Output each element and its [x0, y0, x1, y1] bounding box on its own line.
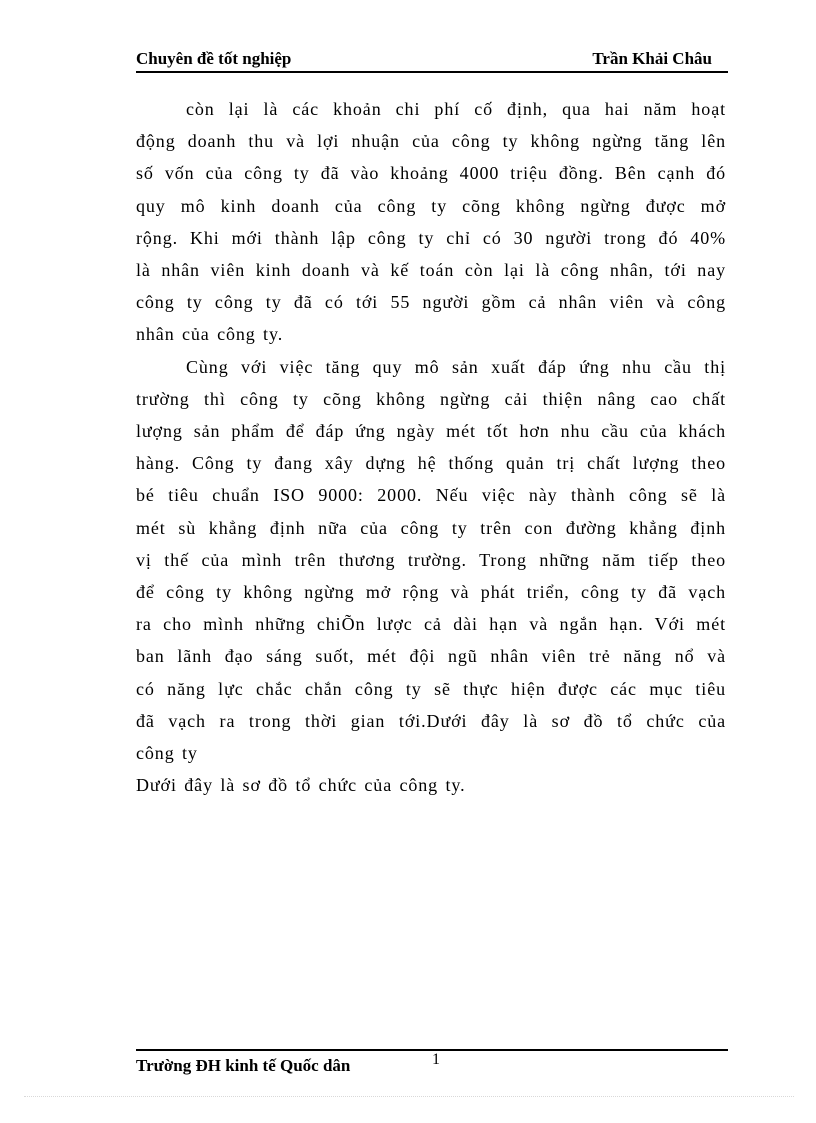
paragraph-line: ban lãnh đạo sáng suốt, mét đội ngũ nhân viên trẻ năng nổ và	[136, 646, 726, 667]
header-title: Chuyên đề tốt nghiệp	[136, 49, 292, 68]
paragraph-line: công ty	[136, 743, 198, 764]
paragraph-line: quy mô kinh doanh của công ty cõng không ngừng được mở	[136, 195, 726, 216]
paragraph-line: là nhân viên kinh doanh và kế toán còn lại là công nhân, tới nay	[136, 260, 726, 281]
paragraph-line: hàng. Công ty đang xây dựng hệ thống quản trị chất lượng theo	[136, 453, 726, 474]
paragraph-line: bé tiêu chuẩn ISO 9000: 2000. Nếu việc này thành công sẽ là	[136, 485, 726, 506]
paragraph-1	[136, 93, 726, 351]
paragraph-line: động doanh thu và lợi nhuận của công ty không ngừng tăng lên	[136, 131, 726, 152]
paragraph-line: để công ty không ngừng mở rộng và phát triển, công ty đã vạch	[136, 582, 726, 603]
paragraph-line: đã vạch ra trong thời gian tới.Dưới đây là sơ đồ tổ chức của	[136, 710, 726, 731]
paragraph-line: ra cho mình những chiÕn lược cả dài hạn và ngắn hạn. Với mét	[136, 614, 726, 635]
paragraph-line: còn lại là các khoản chi phí cố định, qua hai năm hoạt	[186, 99, 726, 119]
paragraph-line: vị thế của mình trên thương trường. Trong những năm tiếp theo	[136, 549, 726, 570]
paragraph-2	[136, 351, 726, 770]
paragraph-line: trường thì công ty cõng không ngừng cải thiện nâng cao chất	[136, 388, 726, 409]
page-footer	[136, 1049, 728, 1081]
paragraph-line: nhân của công ty.	[136, 324, 284, 345]
body-text	[136, 93, 726, 801]
footer-institution: Trường ĐH kinh tế Quốc dân	[136, 1056, 351, 1075]
paragraph-3	[136, 769, 726, 801]
paragraph-line: lượng sản phẩm để đáp ứng ngày mét tốt hơn nhu cầu của khách	[136, 421, 726, 442]
page-header	[136, 49, 728, 73]
paragraph-line: Cùng với việc tăng quy mô sản xuất đáp ứng nhu cầu thị	[186, 356, 726, 377]
paragraph-line: mét sù khẳng định nữa của công ty trên con đường khẳng định	[136, 517, 726, 538]
paragraph-line: công ty công ty đã có tới 55 người gồm cả nhân viên và công	[136, 292, 726, 313]
page-number: 1	[432, 1051, 440, 1068]
paragraph-line: có năng lực chắc chắn công ty sẽ thực hiện được các mục tiêu	[136, 678, 726, 699]
paragraph-line: số vốn của công ty đã vào khoảng 4000 triệu đồng. Bên cạnh đó	[136, 163, 726, 184]
paragraph-line: rộng. Khi mới thành lập công ty chỉ có 30 người trong đó 40%	[136, 227, 726, 248]
header-author: Trần Khải Châu	[592, 49, 712, 68]
paragraph-line: Dưới đây là sơ đồ tổ chức của công ty.	[136, 775, 466, 796]
page-bottom-edge	[24, 1096, 794, 1097]
